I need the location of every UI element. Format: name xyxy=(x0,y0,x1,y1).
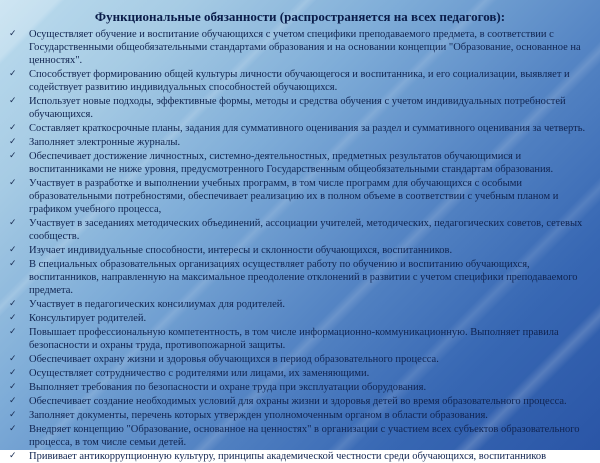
duties-list xyxy=(0,28,600,463)
duty-item xyxy=(0,217,594,243)
checkmark-icon: ✓ xyxy=(9,29,17,39)
duty-item-text: Прививает антикоррупционную культуру, принципы академической честности среди обучающихся, воспитанников xyxy=(29,451,547,462)
checkmark-icon: ✓ xyxy=(9,424,17,434)
duty-item-text: Способствует формированию общей культуры личности обучающегося и воспитанника, и его социализации, выявляет и содействует развитию индивидуальных способностей обучающихся. xyxy=(29,69,570,93)
checkmark-icon: ✓ xyxy=(9,313,17,323)
checkmark-icon: ✓ xyxy=(9,218,17,228)
duty-item-text: Осуществляет сотрудничество с родителями или лицами, их заменяющими. xyxy=(29,368,370,379)
checkmark-icon: ✓ xyxy=(9,245,17,255)
checkmark-icon: ✓ xyxy=(9,137,17,147)
checkmark-icon: ✓ xyxy=(9,354,17,364)
checkmark-icon: ✓ xyxy=(9,69,17,79)
duty-item-text: Повышает профессиональную компетентность, в том числе информационно-коммуникационную. Выполняет правила безопасности и охраны труда, противопожарной защиты. xyxy=(29,327,559,351)
duty-item xyxy=(0,136,594,149)
checkmark-icon: ✓ xyxy=(9,396,17,406)
duty-item-text: Заполняет документы, перечень которых утвержден уполномоченным органом в области образования. xyxy=(29,410,488,421)
checkmark-icon: ✓ xyxy=(9,96,17,106)
duty-item-text: Выполняет требования по безопасности и охране труда при эксплуатации оборудования. xyxy=(29,382,427,393)
duty-item xyxy=(0,258,594,297)
duty-item-text: Обеспечивает достижение личностных, системно-деятельностных, предметных результатов обучающимися и воспитанниками не ниже уровня, предусмотренного Государственным общеобязательными стандартам образования. xyxy=(29,151,554,175)
duty-item xyxy=(0,395,594,408)
checkmark-icon: ✓ xyxy=(9,151,17,161)
duty-item xyxy=(0,28,594,67)
checkmark-icon: ✓ xyxy=(9,451,17,461)
duty-item xyxy=(0,122,594,135)
duty-item-text: Консультирует родителей. xyxy=(29,313,147,324)
slide-title: Функциональные обязанности (распространяется на всех педагогов): xyxy=(94,9,506,24)
duty-item xyxy=(0,326,594,352)
duty-item xyxy=(0,423,594,449)
duty-item-text: Участвует в заседаниях методических объединений, ассоциации учителей, методических, педагогических советов, сетевых сообществ. xyxy=(29,218,583,242)
duty-item-text: Участвует в разработке и выполнении учебных программ, в том числе программ для обучающихся с особыми образовательными потребностями, обеспечивает реализацию их в полном объеме в соответствии с учебным планом и графиком учебного процесса, xyxy=(29,178,559,215)
duty-item-text: Обеспечивает охрану жизни и здоровья обучающихся в период образовательного процесса. xyxy=(29,354,439,365)
duty-item xyxy=(0,95,594,121)
duty-item-text: Обеспечивает создание необходимых условий для охраны жизни и здоровья детей во время образовательного процесса. xyxy=(29,396,567,407)
duty-item xyxy=(0,298,594,311)
duty-item xyxy=(0,367,594,380)
checkmark-icon: ✓ xyxy=(9,382,17,392)
duty-item xyxy=(0,353,594,366)
duty-item xyxy=(0,381,594,394)
duty-item-text: Участвует в педагогических консилиумах для родителей. xyxy=(29,299,285,310)
duty-item xyxy=(0,150,594,176)
duty-item xyxy=(0,244,594,257)
duty-item xyxy=(0,312,594,325)
duty-item xyxy=(0,450,594,463)
duty-item-text: Осуществляет обучение и воспитание обучающихся с учетом специфики преподаваемого предмета, в соответствии с Государственными общеобязательными стандартами образования и на основании концепции "Образование, основанное на ценностях". xyxy=(29,29,581,66)
checkmark-icon: ✓ xyxy=(9,327,17,337)
duty-item-text: Внедряет концепцию "Образование, основанное на ценностях" в организации с участием всех субъектов образовательного процесса, в том числе семьи детей. xyxy=(29,424,580,448)
checkmark-icon: ✓ xyxy=(9,299,17,309)
checkmark-icon: ✓ xyxy=(9,259,17,269)
duty-item-text: Заполняет электронные журналы. xyxy=(29,137,181,148)
duty-item xyxy=(0,177,594,216)
checkmark-icon: ✓ xyxy=(9,178,17,188)
duty-item xyxy=(0,409,594,422)
duty-item-text: Изучает индивидуальные способности, интересы и склонности обучающихся, воспитанников. xyxy=(29,245,453,256)
checkmark-icon: ✓ xyxy=(9,123,17,133)
duty-item xyxy=(0,68,594,94)
duty-item-text: Составляет краткосрочные планы, задания для суммативного оценивания за раздел и суммативного оценивания за четверть. xyxy=(29,123,586,134)
duty-item-text: В специальных образовательных организациях осуществляет работу по обучению и воспитанию обучающихся, воспитанников, направленную на максимальное преодоление отклонений в развитии с учетом специфики преподаваемого предмета. xyxy=(29,259,578,296)
checkmark-icon: ✓ xyxy=(9,368,17,378)
checkmark-icon: ✓ xyxy=(9,410,17,420)
duty-item-text: Использует новые подходы, эффективные формы, методы и средства обучения с учетом индивидуальных потребностей обучающихся. xyxy=(29,96,566,120)
